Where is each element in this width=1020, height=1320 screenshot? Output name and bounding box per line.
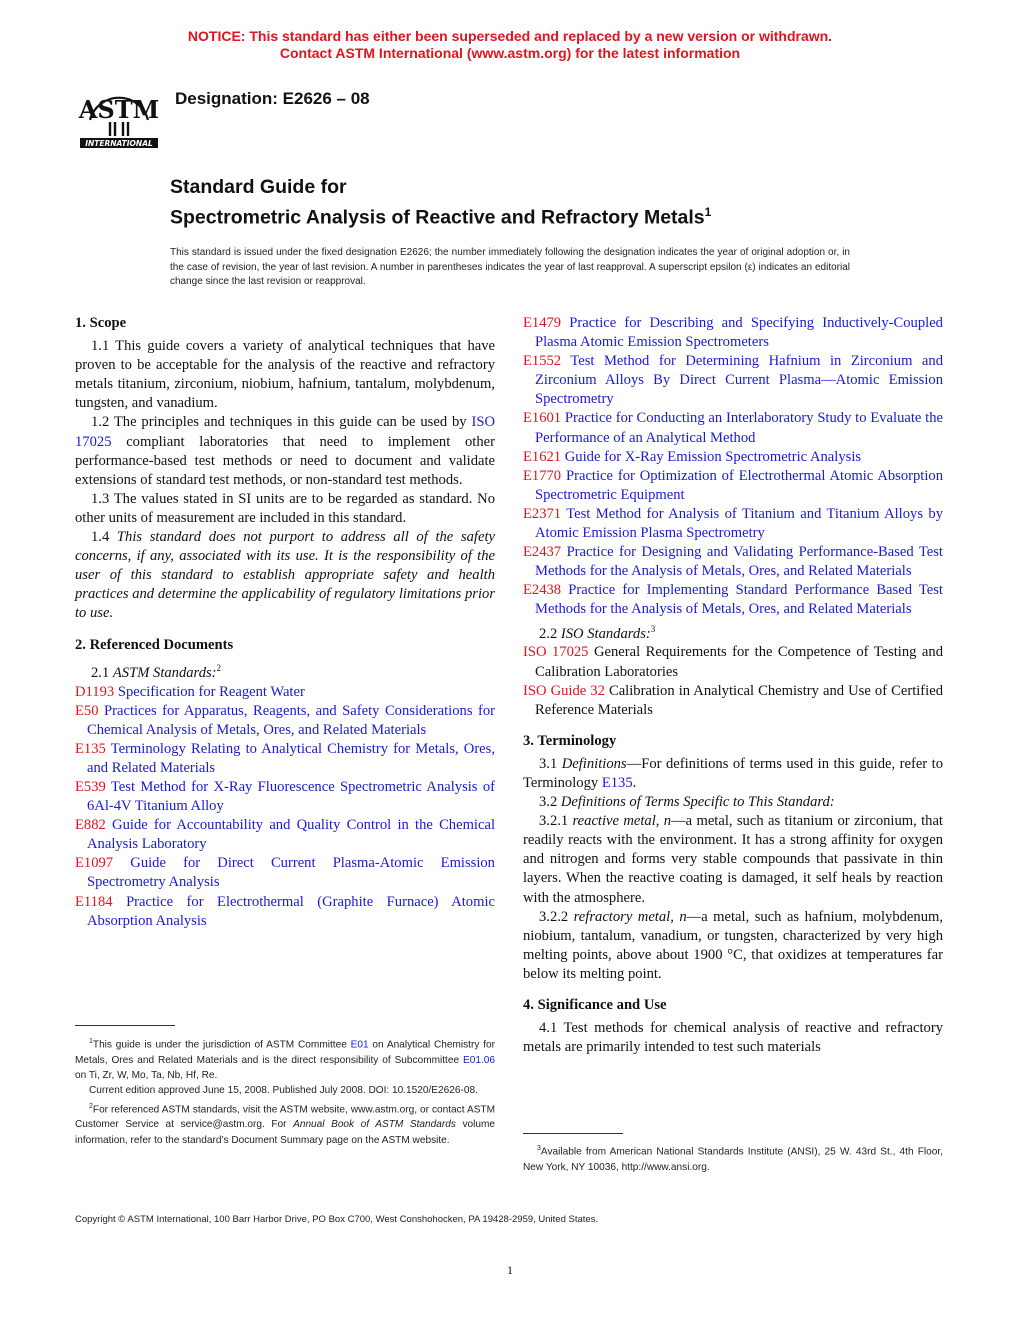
reference-code-link[interactable]: E50 — [75, 702, 99, 719]
logo-subtitle: INTERNATIONAL — [85, 139, 153, 148]
reference-item — [75, 778, 495, 816]
reference-item — [523, 352, 943, 409]
reference-item — [523, 314, 943, 352]
iso-standards-label — [523, 620, 943, 644]
reference-code-link[interactable]: ISO 17025 — [523, 644, 589, 661]
title-footnote-mark: 1 — [704, 205, 712, 219]
fn2-mark: 2 — [89, 1102, 93, 1110]
term-3-1-italic: Definitions — [561, 755, 627, 772]
term-3-2-num: 3.2 — [539, 794, 561, 811]
term-3-1-end: . — [632, 775, 637, 792]
reference-code-link[interactable]: E1621 — [523, 448, 562, 465]
withdrawal-notice — [0, 28, 1020, 62]
reference-code-link[interactable]: ISO Guide 32 — [523, 682, 605, 699]
reference-code-link[interactable]: E1097 — [75, 855, 114, 872]
footnotes-left — [75, 1034, 495, 1148]
term-3-2-italic: Definitions of Terms Specific to This Standard: — [560, 794, 835, 811]
term-3-1-text: —For definitions of terms used in this guide, refer to Terminology — [523, 755, 943, 792]
right-column — [523, 314, 943, 1057]
reference-item — [75, 740, 495, 778]
terminology-heading: 3. Terminology — [523, 732, 617, 749]
scope-1-4 — [75, 528, 495, 623]
fn2-b: volume information, refer to the standard’s Document Summary page on the ASTM website. — [75, 1119, 496, 1146]
scope-heading: 1. Scope — [75, 315, 127, 331]
fn1-b: on Analytical Chemistry for Metals, Ores and Related Materials and is the direct responsibility of Subcommittee — [75, 1039, 495, 1066]
term-3-1 — [523, 755, 943, 793]
reference-item — [523, 409, 943, 447]
term-3-2-2-num: 3.2.2 — [539, 908, 574, 925]
page-number: 1 — [507, 1263, 513, 1277]
title-line-1: Standard Guide for — [170, 176, 347, 198]
scope-1-3: 1.3 The values stated in SI units are to be regarded as standard. No other units of measurement are included in this standard. — [75, 490, 495, 526]
footnote-3 — [523, 1141, 943, 1175]
logo-letters: ASTM — [78, 95, 160, 124]
astm-num: 2.1 — [91, 664, 113, 681]
term-3-2-1 — [523, 812, 943, 907]
e01-06-link[interactable]: E01.06 — [463, 1054, 495, 1066]
scope-1-2 — [75, 413, 495, 489]
term-3-2-2 — [523, 908, 943, 984]
scope-1-2-a: 1.2 The principles and techniques in this guide can be used by — [91, 414, 472, 431]
left-reference-list — [75, 683, 495, 931]
reference-item — [523, 448, 943, 467]
astm-standards-label — [75, 659, 495, 683]
reference-title-link[interactable]: Calibration in Analytical Chemistry and Use of Certified Reference Materials — [535, 682, 943, 718]
reference-title-link[interactable]: Terminology Relating to Analytical Chemistry for Metals, Ores, and Related Materials — [87, 740, 495, 776]
title-line-2-text: Spectrometric Analysis of Reactive and Refractory Metals — [170, 206, 705, 229]
reference-code-link[interactable]: E2371 — [523, 505, 562, 522]
significance-heading: 4. Significance and Use — [523, 997, 667, 1014]
term-reactive-metal: reactive metal, n — [572, 813, 672, 830]
reference-code-link[interactable]: E1770 — [523, 467, 562, 484]
reference-code-link[interactable]: E2438 — [523, 582, 562, 599]
reference-title-link[interactable]: Guide for Accountability and Quality Control in the Chemical Analysis Laboratory — [87, 817, 495, 853]
reference-item — [75, 893, 495, 931]
term-3-2-1-text: —a metal, such as titanium or zirconium, that readily reacts with the environment. It has a strong affinity for oxygen and nitrogen and forms very stable compounds that passivate in thin layers. When the reactive coating is damaged, it self heals by reaction with the atmosphere. — [523, 813, 943, 906]
document-title — [170, 175, 711, 231]
scope-1-1: 1.1 This guide covers a variety of analytical techniques that have proven to be acceptable for the analysis of the reactive and refractory metals titanium, zirconium, niobium, hafnium, tantalum, molybdenum, tungsten, and vanadium. — [75, 338, 495, 412]
reference-title-link[interactable]: Practice for Designing and Validating Performance-Based Test Methods for the Analysis of Metals, Ores, and Related Materials — [535, 544, 943, 580]
reference-item — [75, 816, 495, 854]
reference-title-link[interactable]: Guide for Direct Current Plasma-Atomic Emission Spectrometry Analysis — [87, 855, 495, 891]
reference-title-link[interactable]: General Requirements for the Competence of Testing and Calibration Laboratories — [535, 644, 943, 680]
title-line-2 — [170, 200, 711, 231]
astm-sup: 2 — [216, 662, 222, 673]
reference-code-link[interactable]: E539 — [75, 779, 106, 796]
reference-title-link[interactable]: Practice for Conducting an Interlaboratory Study to Evaluate the Performance of an Analytical Method — [535, 410, 944, 446]
significance-4-1: 4.1 Test methods for chemical analysis of reactive and refractory metals are primarily intended to test such materials — [523, 1020, 943, 1056]
reference-code-link[interactable]: E1601 — [523, 410, 562, 427]
right-reference-list — [523, 314, 943, 620]
footnote-1-edition: Current edition approved June 15, 2008. Published July 2008. DOI: 10.1520/E2626-08. — [89, 1085, 478, 1097]
footnote-2 — [75, 1099, 495, 1148]
iso-sup: 3 — [650, 623, 656, 634]
reference-code-link[interactable]: E2437 — [523, 544, 562, 561]
left-column — [75, 314, 495, 931]
footnote-rule-right — [523, 1133, 623, 1134]
fn1-mark: 1 — [89, 1038, 93, 1045]
fn2-a: For referenced ASTM standards, visit the ASTM website, www.astm.org, or contact ASTM Customer Service at service@astm.org. For — [75, 1103, 495, 1131]
astm-label: ASTM Standards: — [112, 664, 217, 681]
scope-1-4-text: This standard does not purport to address all of the safety concerns, if any, associated with its use. It is the responsibility of the user of this standard to establish appropriate safety and health practices and determine the applicability of regulatory limitations prior to use. — [75, 529, 495, 622]
fn1-a: This guide is under the jurisdiction of ASTM Committee — [92, 1039, 351, 1051]
term-3-2-2-text: —a metal, such as hafnium, molybdenum, niobium, tantalum, vanadium, or tungsten, characterized by very high melting points, above about 1900 °C, that oxidizes at temperatures far below its melting point. — [523, 908, 943, 982]
term-3-1-num: 3.1 — [539, 755, 562, 772]
footnotes-right — [523, 1141, 943, 1175]
reference-item — [523, 682, 943, 720]
reference-item — [523, 581, 943, 619]
astm-logo-icon — [76, 74, 162, 150]
reference-title-link[interactable]: Test Method for Determining Hafnium in Zirconium and Zirconium Alloys By Direct Current Plasma—Atomic Emission Spectrometry — [535, 353, 943, 408]
footnote-1 — [75, 1034, 495, 1083]
reference-title-link[interactable]: Guide for X-Ray Emission Spectrometric Analysis — [564, 448, 862, 465]
iso-num: 2.2 — [539, 625, 561, 642]
referenced-heading: 2. Referenced Documents — [75, 636, 234, 653]
e135-link[interactable]: E135 — [601, 775, 633, 792]
reference-item — [523, 643, 943, 681]
reference-title-link[interactable]: Practice for Describing and Specifying Inductively-Coupled Plasma Atomic Emission Spectrometers — [535, 315, 943, 351]
reference-title-link[interactable]: Test Method for Analysis of Titanium and Titanium Alloys by Atomic Emission Plasma Spectrometry — [535, 505, 944, 542]
reference-code-link[interactable]: E135 — [75, 740, 106, 757]
reference-title-link[interactable]: Practice for Electrothermal (Graphite Furnace) Atomic Absorption Analysis — [87, 893, 495, 929]
footnote-rule-left — [75, 1025, 175, 1026]
reference-item — [75, 702, 495, 740]
reference-item — [523, 505, 943, 543]
e01-link[interactable]: E01 — [350, 1039, 369, 1051]
reference-title-link[interactable]: Specification for Reagent Water — [117, 683, 305, 700]
reference-item — [75, 854, 495, 892]
reference-title-link[interactable]: Practice for Optimization of Electrothermal Atomic Absorption Spectrometric Equipment — [535, 467, 943, 503]
iso-reference-list — [523, 643, 943, 719]
term-3-2-1-num: 3.2.1 — [539, 813, 573, 830]
iso-label: ISO Standards: — [560, 625, 651, 642]
notice-line-2: Contact ASTM International (www.astm.org) for the latest information — [279, 45, 741, 61]
iso-17025-link[interactable]: ISO 17025 — [75, 414, 495, 450]
fn1-c: on Ti, Zr, W, Mo, Ta, Nb, Hf, Re. — [75, 1069, 218, 1081]
reference-code-link[interactable]: E1479 — [523, 315, 562, 331]
notice-line-1: NOTICE: This standard has either been superseded and replaced by a new version or withdrawn. — [187, 28, 833, 44]
reference-item — [75, 683, 495, 702]
issuance-statement: This standard is issued under the fixed designation E2626; the number immediately following the designation indicates the year of original adoption or, in the case of revision, the year of last revision. A number in parentheses indicates the year of last reapproval. A superscript epsilon (ε) indicates an editorial change since the last revision or reapproval. — [170, 247, 850, 287]
scope-1-2-b: compliant laboratories that need to implement other performance-based test methods or need to document and validate extensions of standard test methods, or non-standard test methods. — [75, 433, 495, 488]
term-refractory-metal: refractory metal, n — [573, 908, 687, 925]
reference-title-link[interactable]: Practices for Apparatus, Reagents, and Safety Considerations for Chemical Analysis of Metals, Ores, and Related Materials — [87, 702, 495, 738]
reference-code-link[interactable]: E882 — [75, 817, 106, 834]
scope-1-4-num: 1.4 — [91, 529, 117, 546]
fn3-text: Available from American National Standards Institute (ANSI), 25 W. 43rd St., 4th Floor, New York, NY 10036, http://www.ansi.org. — [523, 1146, 943, 1173]
fn3-mark: 3 — [537, 1145, 541, 1152]
reference-code-link[interactable]: E1552 — [523, 353, 562, 370]
reference-item — [523, 543, 943, 581]
reference-title-link[interactable]: Practice for Implementing Standard Performance Based Test Methods for the Analysis of Metals, Ores, and Related Materials — [535, 582, 943, 618]
fn2-italic: Annual Book of ASTM Standards — [293, 1119, 456, 1131]
reference-title-link[interactable]: Test Method for X-Ray Fluorescence Spectrometric Analysis of 6Al-4V Titanium Alloy — [87, 779, 495, 815]
copyright: Copyright © ASTM International, 100 Barr Harbor Drive, PO Box C700, West Conshohocken, PA 19428-2959, United States. — [75, 1214, 599, 1225]
reference-item — [523, 467, 943, 505]
designation: Designation: E2626 – 08 — [175, 89, 370, 108]
reference-code-link[interactable]: D1193 — [75, 683, 115, 700]
term-3-2 — [523, 793, 943, 812]
reference-code-link[interactable]: E1184 — [75, 893, 113, 910]
